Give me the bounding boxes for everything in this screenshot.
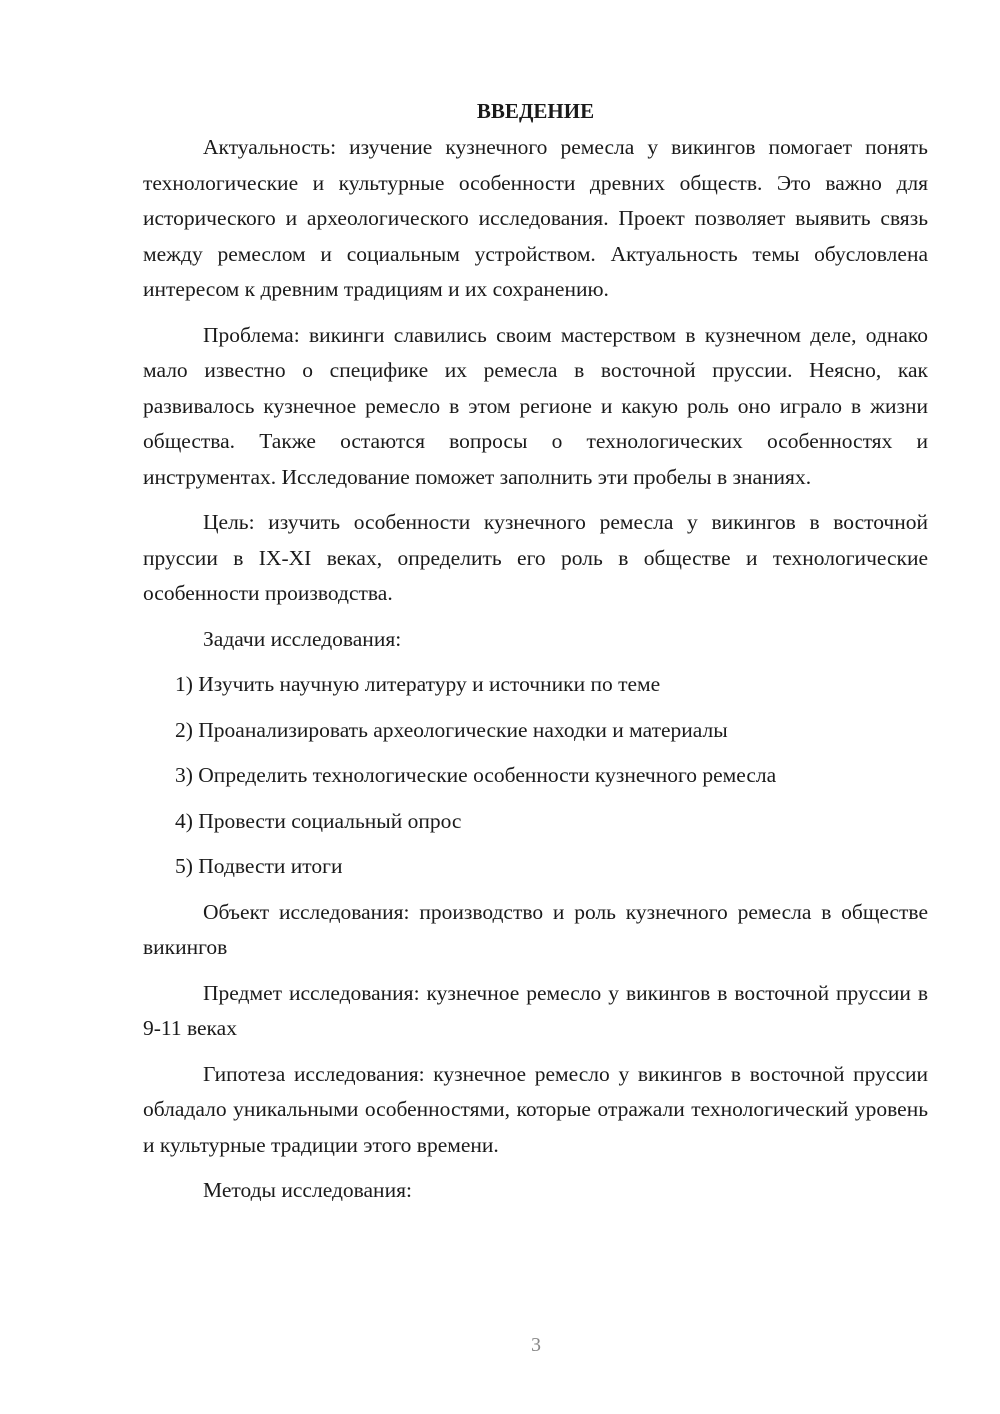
tasks-list [143,667,928,885]
object-paragraph: Объект исследования: производство и роль кузнечного ремесла в обществе викингов [143,899,928,959]
list-item: 3) Определить технологические особенности кузнечного ремесла [175,763,777,787]
list-item: 4) Провести социальный опрос [175,808,462,833]
goal-paragraph: Цель: изучить особенности кузнечного ремесла у викингов в восточной пруссии в IX-XI веках, определить его роль в обществе и технологические особенности производства. [143,510,928,605]
page-number: 3 [531,1334,541,1356]
methods-title: Методы исследования: [203,1178,412,1202]
list-item: 2) Проанализировать археологические находки и материалы [175,717,728,742]
relevance-paragraph: Актуальность: изучение кузнечного ремесла у викингов помогает понять технологические и культурные особенности древних обществ. Это важно для исторического и археологического исследования. Проект позволяет выявить связь между ремеслом и социальным устройством. Актуальность темы обусловлена интересом к древним традициям и их сохранению. [143,135,928,301]
hypothesis-paragraph: Гипотеза исследования: кузнечное ремесло у викингов в восточной пруссии обладало уникальными особенностями, которые отражали технологический уровень и культурные традиции этого времени. [143,1061,928,1157]
list-item: 1) Изучить научную литературу и источники по теме [175,672,661,696]
problem-paragraph: Проблема: викинги славились своим мастерством в кузнечном деле, однако мало известно о специфике их ремесла в восточной пруссии. Неясно, как развивалось кузнечное ремесло в этом регионе и какую роль оно играло в жизни общества. Также остаются вопросы о технологических особенностях и инструментах. Исследование поможет заполнить эти пробелы в знаниях. [143,322,928,489]
document-page [143,96,928,1219]
tasks-title: Задачи исследования: [203,626,402,651]
section-heading: ВВЕДЕНИЕ [476,99,595,123]
subject-paragraph: Предмет исследования: кузнечное ремесло у викингов в восточной пруссии в 9-11 веках [143,980,928,1040]
list-item: 5) Подвести итоги [175,854,343,878]
